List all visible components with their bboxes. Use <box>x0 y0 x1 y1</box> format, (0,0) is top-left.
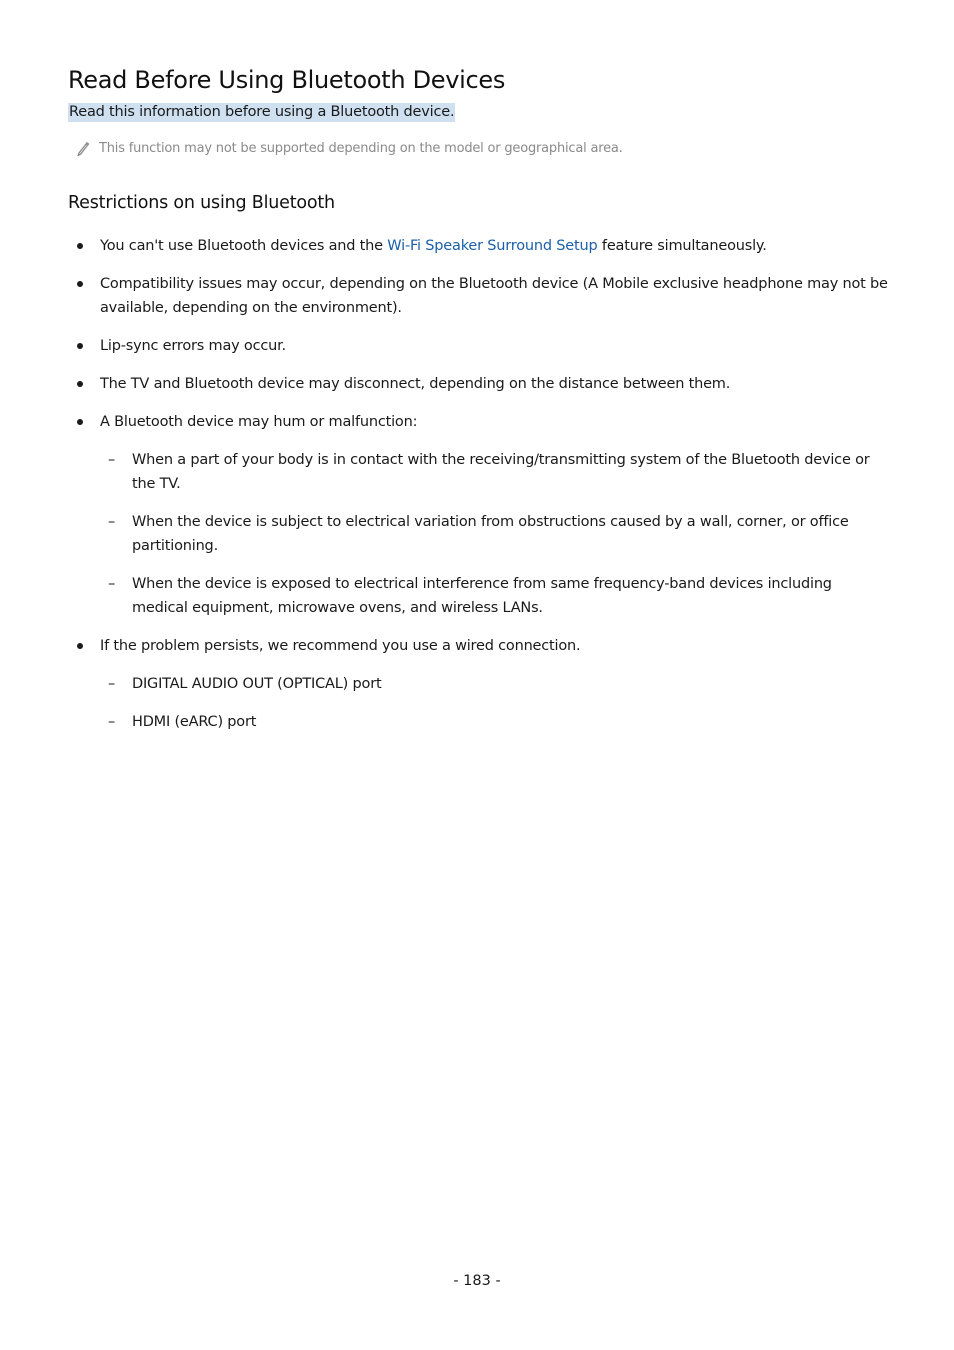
subtitle-highlighted: Read this information before using a Bluetooth device. <box>69 104 455 120</box>
list-item-text: You can't use Bluetooth devices and the <box>100 238 388 254</box>
list-item <box>68 410 890 620</box>
restrictions-list <box>68 234 890 748</box>
wired-connection-sublist <box>100 672 890 734</box>
sub-list-item: – DIGITAL AUDIO OUT (OPTICAL) port <box>100 672 890 696</box>
wifi-speaker-surround-setup-link[interactable]: Wi-Fi Speaker Surround Setup <box>387 238 598 254</box>
list-item-text: feature simultaneously. <box>597 238 767 254</box>
page-title: Read Before Using Bluetooth Devices <box>68 66 506 94</box>
list-item <box>68 234 890 258</box>
list-item-text: Lip-sync errors may occur. <box>100 338 286 354</box>
list-item-text: If the problem persists, we recommend you use a wired connection. <box>100 638 581 654</box>
list-item-text: A Bluetooth device may hum or malfunction: <box>100 414 418 430</box>
list-item-text: The TV and Bluetooth device may disconnect, depending on the distance between them. <box>100 376 731 392</box>
list-item <box>68 334 890 358</box>
sub-list-item: – When the device is exposed to electrical interference from same frequency-band devices including medical equipment, microwave ovens, and wireless LANs. <box>100 572 890 620</box>
list-item <box>68 634 890 734</box>
note-text: This function may not be supported depending on the model or geographical area. <box>99 140 623 156</box>
section-heading: Restrictions on using Bluetooth <box>68 193 335 213</box>
note <box>76 140 623 156</box>
sub-list-item: – When a part of your body is in contact with the receiving/transmitting system of the Bluetooth device or the TV. <box>100 448 890 496</box>
list-item-text: Compatibility issues may occur, depending on the Bluetooth device (A Mobile exclusive headphone may not be available, depending on the environment). <box>100 276 888 316</box>
list-item <box>68 272 890 320</box>
sub-list-item: – When the device is subject to electrical variation from obstructions caused by a wall, corner, or office partitioning. <box>100 510 890 558</box>
list-item <box>68 372 890 396</box>
page-number: - 183 - <box>453 1273 501 1289</box>
sub-list-item: – HDMI (eARC) port <box>100 710 890 734</box>
pencil-icon <box>76 140 90 156</box>
malfunction-sublist <box>100 448 890 620</box>
